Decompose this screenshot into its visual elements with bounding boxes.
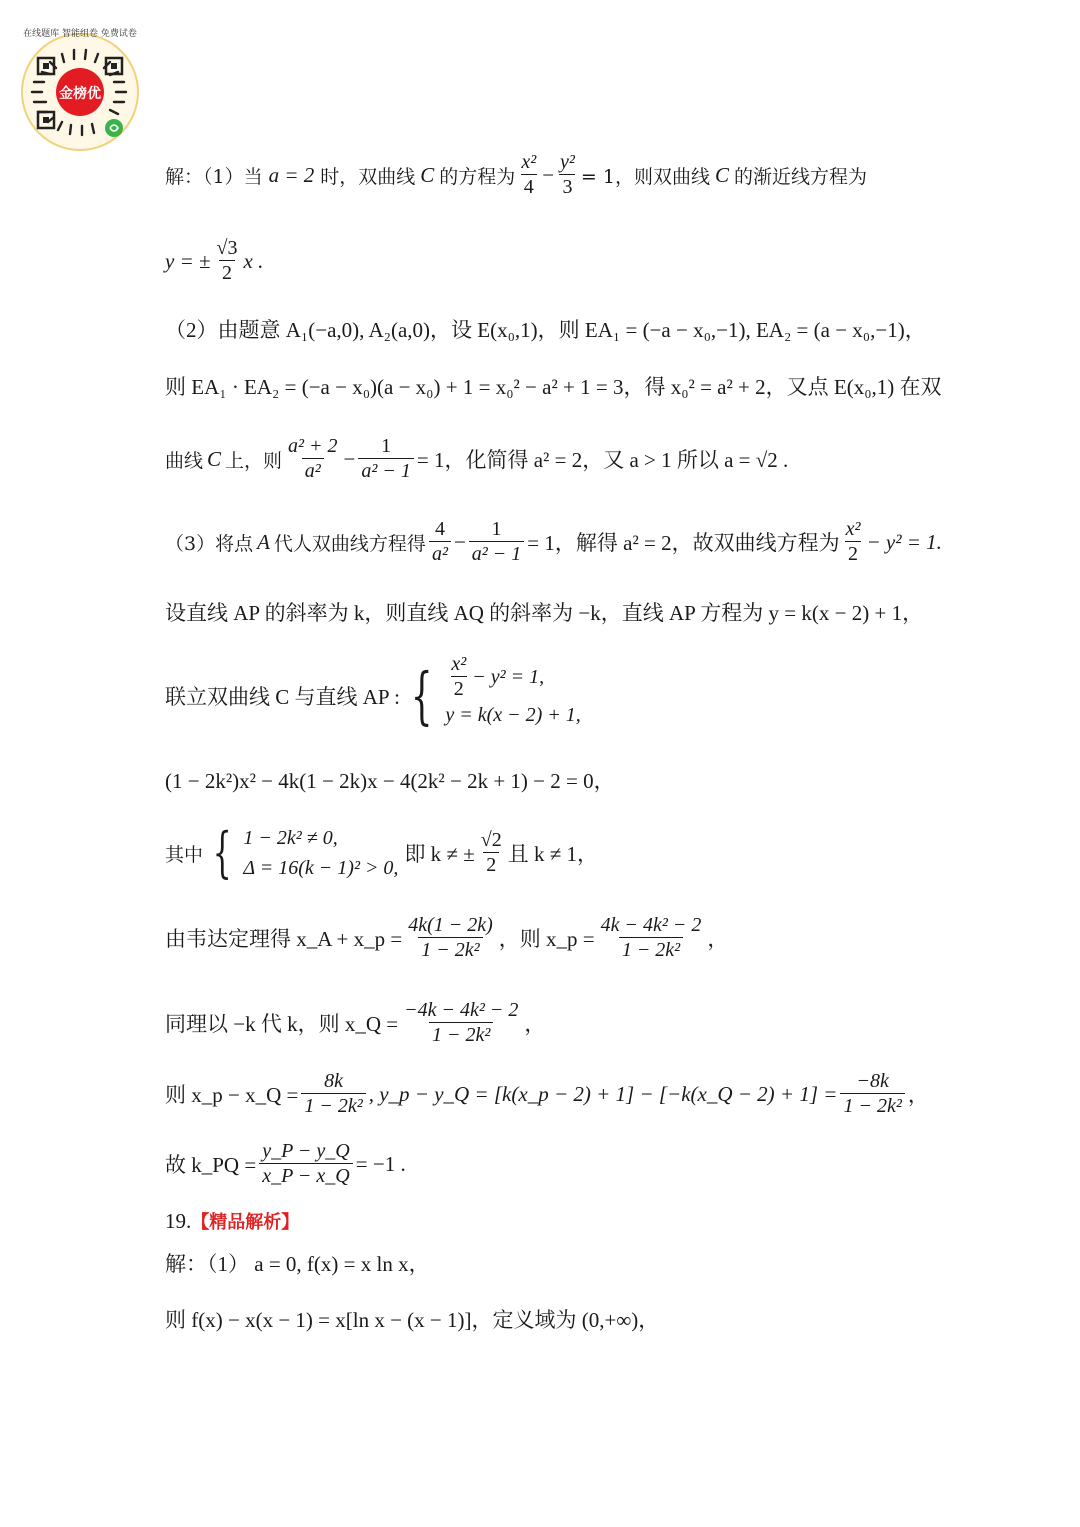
math: C xyxy=(207,446,222,471)
condition-system: 1 − 2k² ≠ 0, Δ = 16(k − 1)² > 0, xyxy=(243,826,399,879)
text: （2）由题意 A₁(−a,0), A₂(a,0)，设 E(x₀,1)，则 EA₁ = (−a − x₀,−1), EA₂ = (a − x₀,−1)， xyxy=(165,318,926,342)
fraction: $\frac{1}{\text{a² − 1}}$ xyxy=(358,435,414,483)
fraction: $\frac{√3}{2}$ xyxy=(216,237,238,284)
solution-part3-line1: （3）将点 A 代人双曲线方程得 $\frac{4}{\text{a²}}$ − $\frac{1}{\text{a² − 1}}$ = 1，解得 a² = 2，故双曲线方程为 $\frac{\text{x²}}{2}$ − y² = 1. xyxy=(165,518,942,565)
text: （3）将点 xyxy=(165,532,254,555)
analysis-tag: 【精品解析】 xyxy=(191,1212,300,1233)
math: a = 2 xyxy=(268,162,315,187)
text: 其中 xyxy=(165,843,204,866)
math: y = ± xyxy=(165,248,211,273)
solution-part1-line: 解：（1）当 a = 2 时，双曲线 C 的方程为 $\frac{\text{x²}}{4}$ − $\frac{\text{y²}}{3}$ = 1，则双曲线 C 的渐近线方程为 xyxy=(165,151,867,198)
text: 同理以 −k 代 k，则 x_Q = xyxy=(165,1012,399,1036)
text: ， xyxy=(524,1012,546,1036)
text: = 1，化简得 a² = 2，又 a > 1 所以 a = √2 . xyxy=(416,448,789,472)
text: 解：（1）当 xyxy=(165,165,263,188)
fraction: $\frac{√2}{2}$ xyxy=(480,829,502,876)
xq-line xyxy=(165,995,545,1051)
fraction: $\frac{\text{y²}}{3}$ xyxy=(560,151,575,198)
slope-line xyxy=(165,596,923,628)
q19-part1-line xyxy=(165,1247,430,1279)
vieta-line xyxy=(165,910,728,966)
fraction: $\frac{-8k}{\text{1 − 2k²}}$ xyxy=(840,1070,904,1118)
fraction: $\frac{y\_P - y\_Q}{x\_P - x\_Q}$ xyxy=(259,1140,353,1188)
text: , y_p − y_Q = [k(x_p − 2) + 1] − [−k(x_Q − 2) + 1] = xyxy=(368,1081,838,1106)
text: 即 k ≠ ± xyxy=(404,842,475,866)
text: 时，双曲线 xyxy=(320,165,416,188)
fraction: $\frac{1}{\text{a² − 1}}$ xyxy=(469,518,525,566)
fraction: $\frac{\text{x²}}{4}$ xyxy=(521,151,537,198)
text: 则 x_p − x_Q = xyxy=(165,1083,299,1107)
text: = −1 . xyxy=(355,1151,406,1176)
text: 上，则 xyxy=(225,449,283,472)
solution-part2-line1 xyxy=(165,312,926,346)
logo-ring-text: 在线题库 智能组卷 免费试卷 xyxy=(23,29,137,39)
text: 曲线 xyxy=(165,449,204,472)
text: 则 f(x) − x(x − 1) = x[ln x − (x − 1)]，定义域为 (0,+∞)， xyxy=(165,1308,660,1332)
logo-center-text: 金榜优 xyxy=(59,86,101,102)
text: ， xyxy=(707,927,729,951)
text: 且 k ≠ 1， xyxy=(507,842,599,866)
text: (1 − 2k²)x² − 4k(1 − 2k)x − 4(2k² − 2k + 1) − 2 = 0， xyxy=(165,769,615,793)
fraction: $\frac{\text{x²}}{2}$ xyxy=(845,518,861,565)
text: ，则 x_p = xyxy=(498,927,595,951)
math: C xyxy=(420,162,435,187)
qr-badge-icon xyxy=(14,22,146,154)
equation-system: $\frac{\text{x²}}{2}$ − y² = 1, y = k(x − 2) + 1, xyxy=(445,653,581,726)
text: 解：（1） a = 0, f(x) = x ln x， xyxy=(165,1252,430,1276)
text: 故 k_PQ = xyxy=(165,1153,257,1177)
brace-icon: { xyxy=(212,820,232,884)
fraction: $\frac{4k(1 - 2k)}{\text{1 − 2k²}}$ xyxy=(408,914,493,961)
fraction: $\frac{8k}{\text{1 − 2k²}}$ xyxy=(301,1070,365,1118)
text: 由韦达定理得 x_A + x_p = xyxy=(165,927,403,951)
solution-part2-line2 xyxy=(165,369,942,403)
math: C xyxy=(714,162,729,187)
fraction: $\frac{\text{−4k − 4k² − 2}}{\text{1 − 2k²}}$ xyxy=(404,999,519,1046)
text: 的方程为 xyxy=(439,165,516,188)
jinbangyou-logo xyxy=(14,22,146,154)
text: = 1，则双曲线 xyxy=(580,165,710,188)
fraction: $\frac{\text{a² + 2}}{\text{a²}}$ xyxy=(288,435,338,482)
brace-icon: { xyxy=(410,659,433,733)
text: ， xyxy=(907,1083,929,1107)
text: 则 EA₁ · EA₂ = (−a − x₀)(a − x₀) + 1 = x₀² − a² + 1 = 3，得 x₀² = a² + 2，又点 E(x₀,1) 在双 xyxy=(165,375,942,399)
math: A xyxy=(257,529,270,554)
q19-domain-line xyxy=(165,1303,659,1335)
math: − y² = 1. xyxy=(866,529,942,554)
text: 联立双曲线 C 与直线 AP : xyxy=(165,685,400,709)
question-19-header xyxy=(165,1207,299,1235)
text: 代人双曲线方程得 xyxy=(273,532,426,555)
solution-part2-line3: 曲线 C 上，则 $\frac{\text{a² + 2}}{\text{a²}}$ − $\frac{1}{\text{a² − 1}}$ = 1，化简得 a² = 2，又 a > 1 所以 a = √2 . xyxy=(165,435,789,482)
condition-line xyxy=(165,822,598,884)
math: x . xyxy=(243,248,264,273)
text: 的渐近线方程为 xyxy=(733,165,867,188)
fraction: $\frac{4}{\text{a²}}$ xyxy=(429,518,451,566)
system-equations xyxy=(165,652,581,740)
text: 设直线 AP 的斜率为 k，则直线 AQ 的斜率为 −k，直线 AP 方程为 y = k(x − 2) + 1， xyxy=(165,601,924,625)
fraction: $\frac{\text{4k − 4k² − 2}}{\text{1 − 2k²}}$ xyxy=(600,914,702,961)
asymptote-line xyxy=(165,233,263,289)
slope-pq-line xyxy=(165,1136,406,1192)
text: = 1，解得 a² = 2，故双曲线方程为 xyxy=(527,531,840,555)
difference-line xyxy=(165,1066,929,1122)
quadratic-line xyxy=(165,763,615,797)
question-number: 19. xyxy=(165,1208,192,1233)
